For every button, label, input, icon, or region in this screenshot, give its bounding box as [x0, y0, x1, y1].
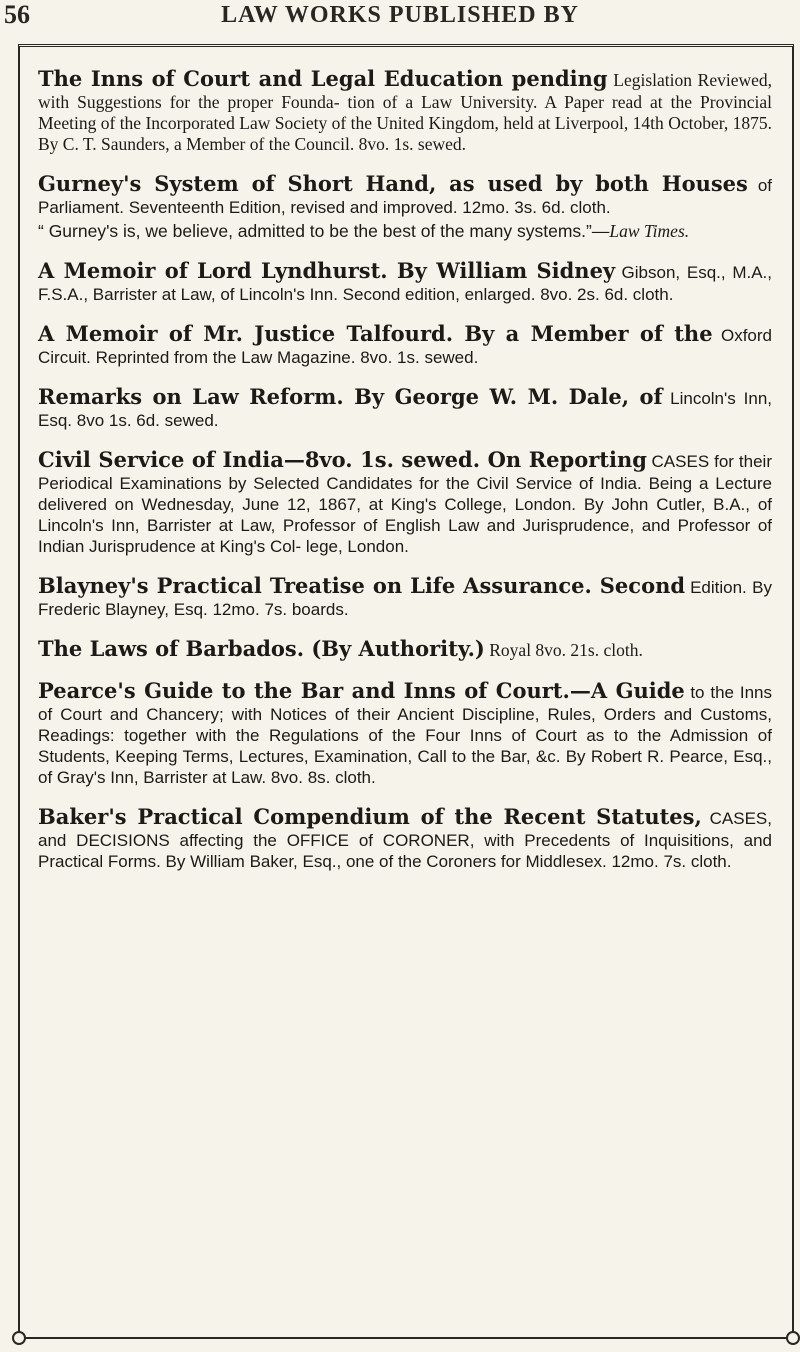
entry-title: The Laws of Barbados. (By Authority.) — [38, 636, 485, 661]
catalogue-entry — [38, 447, 772, 557]
review-quote — [38, 221, 772, 242]
entry-description: Lincoln's Inn, Esq. 8vo 1s. 6d. sewed. — [38, 389, 773, 430]
entry-text — [38, 447, 772, 557]
entry-title: Civil Service of India—8vo. 1s. sewed. On Reporting — [38, 447, 647, 472]
catalogue-entry — [38, 66, 772, 155]
entry-text — [38, 678, 772, 788]
quote-text: “ Gurney's is, we believe, admitted to be the best of the many systems.”— — [38, 221, 610, 241]
entry-title: The Inns of Court and Legal Education pending — [38, 66, 608, 91]
entry-title: Blayney's Practical Treatise on Life Assurance. Second — [38, 573, 686, 598]
entry-description: of Parliament. Seventeenth Edition, revised and improved. 12mo. 3s. 6d. cloth. — [38, 176, 772, 217]
entry-description: to the Inns of Court and Chancery; with Notices of their Ancient Discipline, Rules, Orders and Customs, Readings: together with the Regulations of the Four Inns of Court as to the Admission of Students, Keeping Terms, Lectures, Examination, Call to the Bar, &c. By Robert R. Pearce, Esq., of Gray's Inn, Barrister at Law. 8vo. 8s. cloth. — [38, 683, 773, 787]
entry-title: A Memoir of Lord Lyndhurst. By William Sidney — [38, 258, 616, 283]
catalogue-listing — [38, 66, 772, 888]
entry-text — [38, 804, 772, 872]
catalogue-entry — [38, 321, 772, 368]
entry-description: Oxford Circuit. Reprinted from the Law Magazine. 8vo. 1s. sewed. — [38, 326, 773, 367]
entry-text — [38, 321, 772, 368]
entry-title: Remarks on Law Reform. By George W. M. Dale, of — [38, 384, 663, 409]
catalogue-entry — [38, 636, 772, 662]
entry-text — [38, 171, 772, 218]
entry-text — [38, 66, 772, 155]
catalogue-entry — [38, 804, 772, 872]
entry-title: Gurney's System of Short Hand, as used by both Houses — [38, 171, 748, 196]
entry-description: Gibson, Esq., M.A., F.S.A., Barrister at Law, of Lincoln's Inn. Second edition, enlarged. 8vo. 2s. 6d. cloth. — [38, 263, 772, 304]
quote-source: Law Times. — [609, 221, 690, 241]
entry-description: Edition. By Frederic Blayney, Esq. 12mo. 7s. boards. — [38, 578, 773, 619]
entry-title: A Memoir of Mr. Justice Talfourd. By a Member of the — [38, 321, 713, 346]
entry-text — [38, 573, 772, 620]
entry-description: CASES, and DECISIONS affecting the OFFICE of CORONER, with Precedents of Inquisitions, and Practical Forms. By William Baker, Esq., one of the Coroners for Middlesex. 12mo. 7s. cloth. — [38, 809, 772, 871]
catalogue-entry — [38, 258, 772, 305]
entry-title: Pearce's Guide to the Bar and Inns of Court.—A Guide — [38, 678, 685, 703]
catalogue-entry — [38, 573, 772, 620]
entry-description: Royal 8vo. 21s. cloth. — [489, 640, 643, 660]
catalogue-entry — [38, 384, 772, 431]
entry-description: Legislation Reviewed, with Suggestions for the proper Founda- tion of a Law University. A Paper read at the Provincial Meeting of the Incorporated Law Society of the United Kingdom, held at Liverpool, 14th October, 1875. By C. T. Saunders, a Member of the Council. 8vo. 1s. sewed. — [38, 70, 773, 154]
entry-text — [38, 384, 772, 431]
catalogue-entry — [38, 171, 772, 242]
entry-text — [38, 636, 772, 662]
frame-ornament-right — [786, 1331, 800, 1345]
catalogue-entry — [38, 678, 772, 788]
running-head: LAW WORKS PUBLISHED BY — [221, 2, 579, 28]
page-number: 56 — [4, 0, 30, 29]
entry-description: CASES for their Periodical Examinations by Selected Candidates for the Civil Service of India. Being a Lecture delivered on Wednesday, June 12, 1867, at King's College, London. By John Cutler, B.A., of Lincoln's Inn, Barrister at Law, Professor of English Law and Jurisprudence, and Professor of Indian Jurisprudence at King's Col- lege, London. — [38, 452, 772, 556]
entry-text — [38, 258, 772, 305]
frame-ornament-left — [12, 1331, 26, 1345]
entry-title: Baker's Practical Compendium of the Recent Statutes, — [38, 804, 702, 829]
